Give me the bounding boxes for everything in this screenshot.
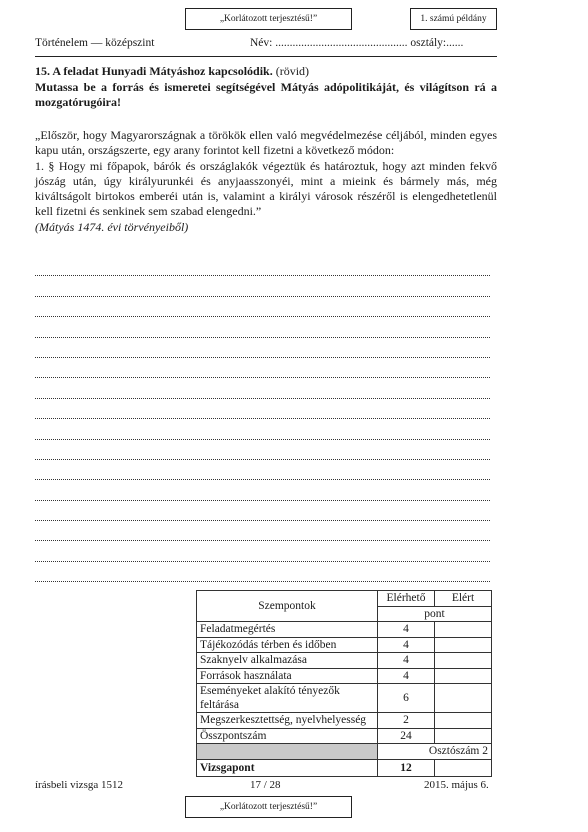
answer-line[interactable] (35, 460, 490, 480)
name-class-row (250, 37, 463, 49)
score-row (197, 728, 492, 744)
achievable-points: 4 (378, 637, 435, 653)
achieved-points-field[interactable] (435, 713, 492, 729)
task-title-text: 15. A feladat Hunyadi Mátyáshoz kapcsolódik. (35, 64, 273, 78)
copy-number-label: 1. számú példány (410, 8, 497, 30)
score-row (197, 713, 492, 729)
name-field[interactable]: .............................................. (275, 37, 408, 49)
divisor-label: Osztószám 2 (378, 744, 492, 760)
score-row (197, 668, 492, 684)
answer-line[interactable] (35, 256, 490, 276)
score-row (197, 684, 492, 713)
criterion-label: Szaknyelv alkalmazása (197, 653, 378, 669)
answer-line[interactable] (35, 276, 490, 296)
achievable-points: 24 (378, 728, 435, 744)
task-title (35, 64, 497, 78)
score-row (197, 653, 492, 669)
answer-line[interactable] (35, 338, 490, 358)
class-label: osztály: (410, 37, 447, 49)
answer-line[interactable] (35, 440, 490, 460)
page-number: 17 / 28 (250, 779, 281, 791)
restricted-distribution-label-bottom: „Korlátozott terjesztésű!” (185, 796, 352, 818)
achievable-points: 4 (378, 622, 435, 638)
source-quote (35, 128, 497, 235)
divisor-row (197, 744, 492, 760)
name-label: Név: (250, 37, 273, 49)
source-paragraph-2: 1. § Hogy mi főpapok, bárók és országlakók végeztük és határoztuk, hogy azt minden fekvő jószág után, úgy királyurunkéi és anyjaasszonyéi, mint a mieink és bármely más, még kiváltságolt birtokos emberéi után is, valamint a királyi városok részéről is elengedhetetlenül kell fizetni és senkinek sem szabad elengedni.” (35, 158, 497, 219)
answer-line[interactable] (35, 501, 490, 521)
achievable-header: Elérhető (378, 591, 435, 607)
answer-line[interactable] (35, 480, 490, 500)
criterion-label: Tájékozódás térben és időben (197, 637, 378, 653)
answer-line[interactable] (35, 399, 490, 419)
achievable-points: 4 (378, 653, 435, 669)
achieved-points-field[interactable] (435, 653, 492, 669)
score-row (197, 622, 492, 638)
source-citation: (Mátyás 1474. évi törvényeiből) (35, 219, 189, 234)
achievable-points: 6 (378, 684, 435, 713)
achieved-points-field[interactable] (435, 637, 492, 653)
achievable-points: 2 (378, 713, 435, 729)
header-divider (35, 56, 497, 57)
achieved-points-field[interactable] (435, 668, 492, 684)
criterion-label: Megszerkesztettség, nyelvhelyesség (197, 713, 378, 729)
exam-points-max: 12 (378, 759, 435, 776)
score-table (196, 590, 492, 777)
criterion-label: Feladatmegértés (197, 622, 378, 638)
exam-points-field[interactable] (435, 759, 492, 776)
answer-line[interactable] (35, 419, 490, 439)
exam-points-row (197, 759, 492, 776)
exam-date: 2015. május 6. (424, 779, 489, 791)
criterion-label: Összpontszám (197, 728, 378, 744)
criteria-header: Szempontok (197, 591, 378, 622)
answer-line[interactable] (35, 521, 490, 541)
criterion-label: Eseményeket alakító tényezők feltárása (197, 684, 378, 713)
answer-line[interactable] (35, 562, 490, 582)
task-type-tag: (rövid) (275, 64, 310, 78)
achievable-points: 4 (378, 668, 435, 684)
achieved-points-field[interactable] (435, 622, 492, 638)
class-field[interactable]: ...... (446, 37, 464, 49)
answer-line[interactable] (35, 317, 490, 337)
answer-line[interactable] (35, 378, 490, 398)
criterion-label: Források használata (197, 668, 378, 684)
achieved-points-field[interactable] (435, 728, 492, 744)
points-unit-header: pont (378, 606, 492, 622)
achieved-points-field[interactable] (435, 684, 492, 713)
exam-subject: Történelem — középszint (35, 37, 155, 49)
source-paragraph-1: „Először, hogy Magyarországnak a törökök ellen való megvédelmezése céljából, minden egyes kapu után, országszerte, egy arany forintot kell fizetni a következő módon: (35, 128, 497, 158)
divisor-blank (197, 744, 378, 760)
achieved-header: Elért (435, 591, 492, 607)
score-header-row (197, 591, 492, 607)
exam-code: írásbeli vizsga 1512 (35, 779, 123, 791)
answer-line[interactable] (35, 541, 490, 561)
exam-points-label: Vizsgapont (197, 759, 378, 776)
answer-line[interactable] (35, 358, 490, 378)
score-row (197, 637, 492, 653)
task-instruction: Mutassa be a forrás és ismeretei segítségével Mátyás adópolitikáját, és világítson rá a mozgatórugóira! (35, 80, 497, 109)
answer-area[interactable] (35, 256, 490, 582)
restricted-distribution-label-top: „Korlátozott terjesztésű!” (185, 8, 352, 30)
answer-line[interactable] (35, 297, 490, 317)
